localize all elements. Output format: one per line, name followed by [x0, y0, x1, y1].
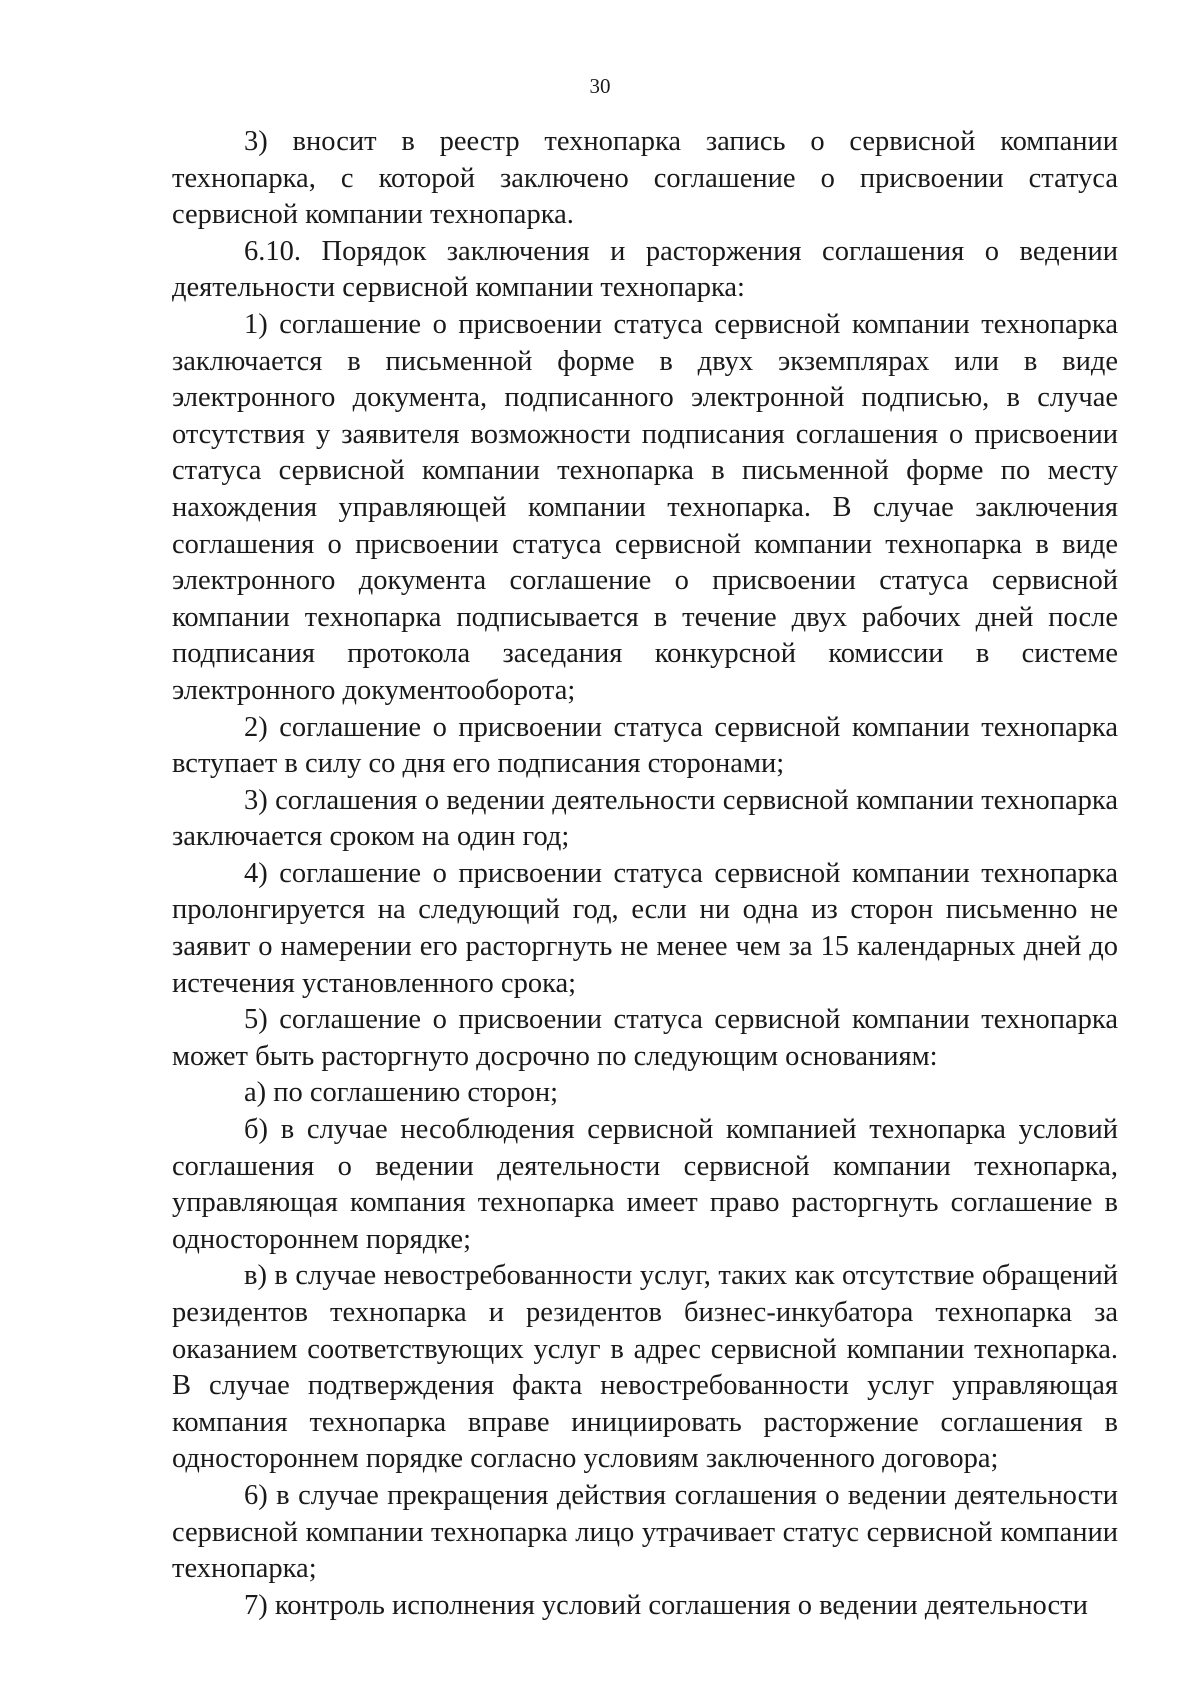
- paragraph-item-7: 7) контроль исполнения условий соглашения о ведении деятельности: [244, 1589, 1088, 1621]
- paragraph-section-6-10: 6.10. Порядок заключения и расторжения соглашения о ведении деятельности сервисной компании технопарка:: [172, 235, 1118, 304]
- paragraph-subitem-v: в) в случае невостребованности услуг, таких как отсутствие обращений резидентов технопарка и резидентов бизнес-инкубатора технопарка за оказанием соответствующих услуг в адрес сервисной компании технопарка. В случае подтверждения факта невостребованности услуг управляющая компания технопарка вправе инициировать расторжение соглашения в одностороннем порядке согласно условиям заключенного договора;: [172, 1260, 1118, 1475]
- paragraph-item-4: 4) соглашение о присвоении статуса сервисной компании технопарка пролонгируется на следующий год, если ни одна из сторон письменно не заявит о намерении его расторгнуть не менее чем за 15 календарных дней до истечения установленного срока;: [172, 857, 1118, 999]
- paragraph-item-3-term: 3) соглашения о ведении деятельности сервисной компании технопарка заключается сроком на один год;: [172, 784, 1118, 853]
- page-number: 30: [589, 74, 611, 98]
- paragraph-item-1: 1) соглашение о присвоении статуса сервисной компании технопарка заключается в письменной форме в двух экземплярах или в виде электронного документа, подписанного электронной подписью, в случае отсутствия у заявителя возможности подписания соглашения о присвоении статуса сервисной компании технопарка в письменной форме по месту нахождения управляющей компании технопарка. В случае заключения соглашения о присвоении статуса сервисной компании технопарка в виде электронного документа соглашение о присвоении статуса сервисной компании технопарка подписывается в течение двух рабочих дней после подписания протокола заседания конкурсной комиссии в системе электронного документооборота;: [172, 308, 1118, 706]
- paragraph-item-5: 5) соглашение о присвоении статуса сервисной компании технопарка может быть расторгнуто досрочно по следующим основаниям:: [172, 1004, 1118, 1072]
- document-body: [172, 124, 1118, 1624]
- paragraph-item-2: 2) соглашение о присвоении статуса сервисной компании технопарка вступает в силу со дня его подписания сторонами;: [172, 711, 1118, 780]
- paragraph-item-3: 3) вносит в реестр технопарка запись о сервисной компании технопарка, с которой заключено соглашение о присвоении статуса сервисной компании технопарка.: [172, 126, 1118, 231]
- paragraph-item-6: 6) в случае прекращения действия соглашения о ведении деятельности сервисной компании технопарка лицо утрачивает статус сервисной компании технопарка;: [172, 1479, 1118, 1585]
- paragraph-subitem-a: а) по соглашению сторон;: [244, 1077, 559, 1109]
- paragraph-subitem-b: б) в случае несоблюдения сервисной компанией технопарка условий соглашения о ведении деятельности сервисной компании технопарка, управляющая компания технопарка имеет право расторгнуть соглашение в одностороннем порядке;: [172, 1114, 1118, 1255]
